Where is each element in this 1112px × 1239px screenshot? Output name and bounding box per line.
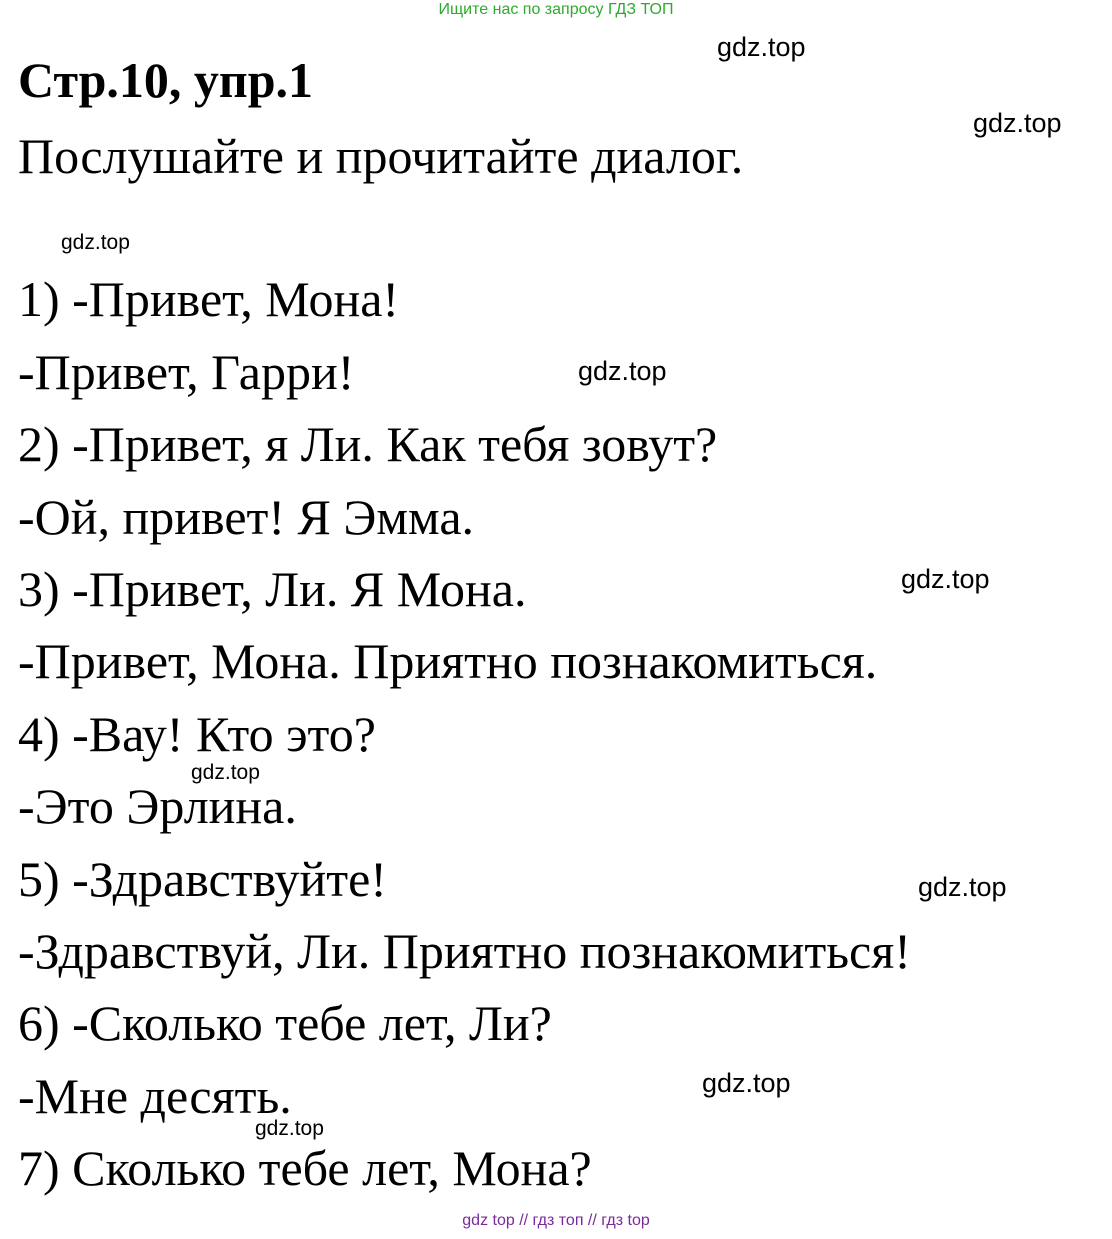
- watermark: gdz.top: [918, 872, 1007, 902]
- instruction-text: Послушайте и прочитайте диалог.: [18, 128, 744, 184]
- watermark: gdz.top: [901, 564, 990, 594]
- dialog-line: 2) -Привет, я Ли. Как тебя зовут?: [18, 416, 718, 472]
- watermark: gdz.top: [973, 108, 1062, 138]
- bottom-banner[interactable]: gdz top // гдз топ // гдз top: [462, 1212, 650, 1229]
- dialog-line: 4) -Вау! Кто это?: [18, 706, 376, 762]
- dialog-line: 1) -Привет, Мона!: [18, 271, 400, 327]
- dialog-line: 6) -Сколько тебе лет, Ли?: [18, 995, 552, 1051]
- dialog-line: -Это Эрлина.: [18, 778, 297, 834]
- dialog-line: 5) -Здравствуйте!: [18, 851, 387, 907]
- page-title: Стр.10, упр.1: [18, 52, 314, 108]
- watermark: gdz.top: [255, 1117, 324, 1140]
- watermark: gdz.top: [717, 32, 806, 62]
- dialog-line: 7) Сколько тебе лет, Мона?: [18, 1140, 592, 1196]
- dialog-line: -Мне десять.: [18, 1068, 292, 1124]
- dialog-line: -Привет, Гарри!: [18, 344, 355, 400]
- dialog-line: -Привет, Мона. Приятно познакомиться.: [18, 633, 878, 689]
- watermark: gdz.top: [702, 1068, 791, 1098]
- top-banner[interactable]: Ищите нас по запросу ГДЗ ТОП: [438, 1, 674, 18]
- dialog-line: 3) -Привет, Ли. Я Мона.: [18, 561, 527, 617]
- watermark: gdz.top: [191, 761, 260, 784]
- dialog-line: -Ой, привет! Я Эмма.: [18, 489, 475, 545]
- watermark: gdz.top: [578, 356, 667, 386]
- dialog-line: -Здравствуй, Ли. Приятно познакомиться!: [18, 923, 911, 979]
- watermark: gdz.top: [61, 231, 130, 254]
